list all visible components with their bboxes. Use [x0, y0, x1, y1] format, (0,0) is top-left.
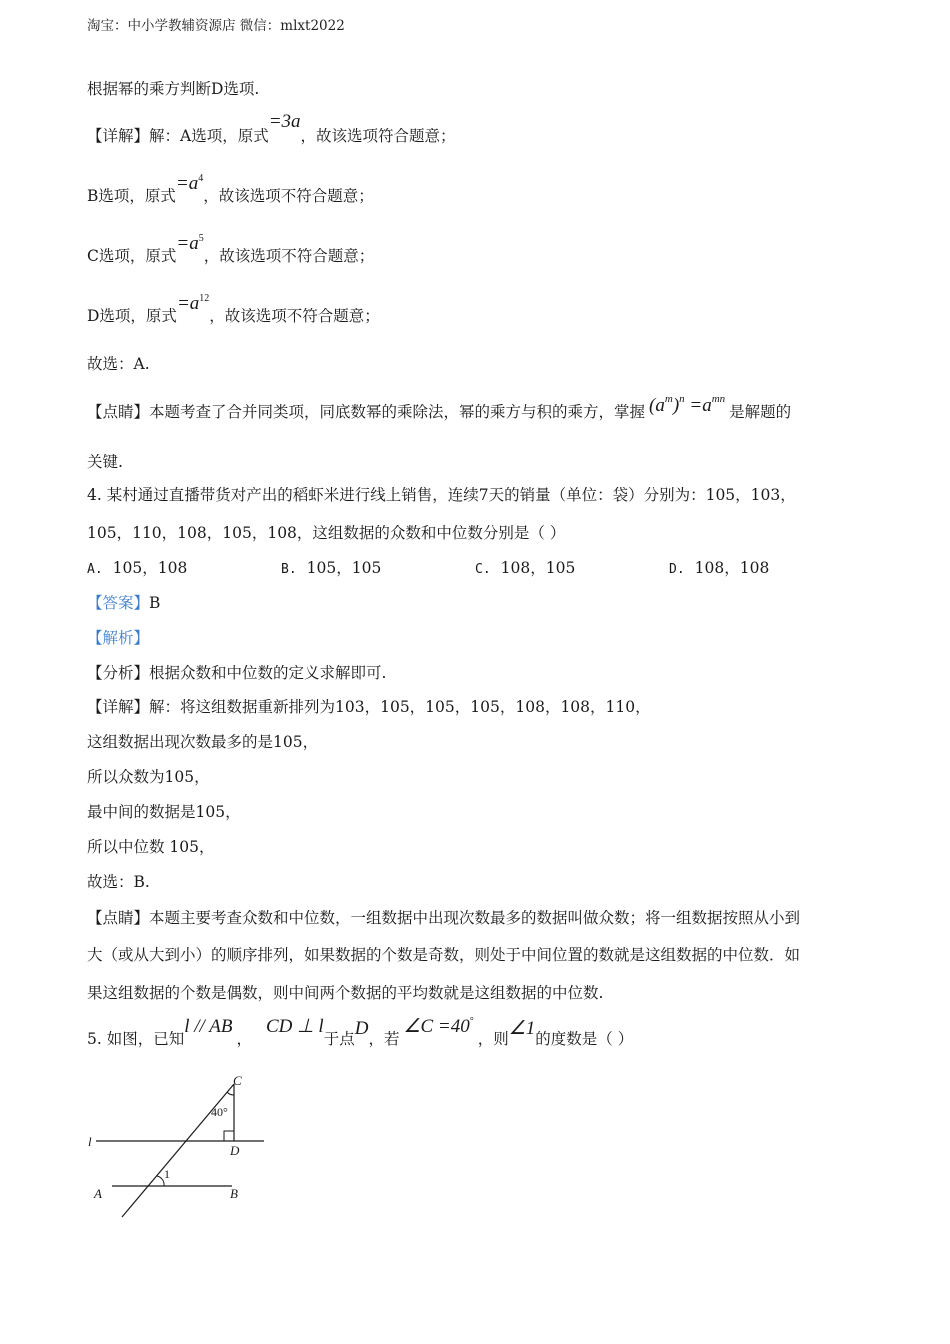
option-c-prefix: C选项，原式: [87, 247, 177, 265]
q4-option-c: C. 108，105: [475, 559, 576, 577]
option-b-prefix: B选项，原式: [87, 187, 176, 205]
q5-sep: ，: [236, 1030, 252, 1048]
label-40: 40°: [211, 1105, 228, 1119]
detail-option-a-line: [87, 111, 456, 147]
q4-comment-line2: 大（或从大到小）的顺序排列，如果数据的个数是奇数，则处于中间位置的数就是这组数据的中位数．如: [87, 946, 801, 964]
q4-fenxi-line: 【分析】根据众数和中位数的定义求解即可.: [87, 664, 387, 682]
transversal-line: [122, 1084, 234, 1217]
q4-comment-line1: 【点睛】本题主要考查众数和中位数，一组数据中出现次数最多的数据叫做众数；将一组数据按照从小到: [87, 909, 801, 927]
label-angle-1: 1: [164, 1167, 170, 1181]
q4-answer-line: [87, 591, 160, 613]
angle-c-arc: [227, 1092, 234, 1095]
q5-angle-1: ∠1: [508, 1018, 536, 1039]
q4-detail-line1: 【详解】解：将这组数据重新排列为103，105，105，105，108，108，110，: [87, 698, 651, 716]
comment-formula: $(a^m)^n =a^{mn}$: [649, 393, 726, 416]
detail-tag: 【详解】: [87, 127, 150, 145]
q4-comment-line3: 果这组数据的个数是偶数，则中间两个数据的平均数就是这组数据的中位数.: [87, 984, 604, 1002]
analysis-tail-line: 根据幂的乘方判断D选项.: [87, 80, 260, 98]
q3-comment-line2: 关键.: [87, 453, 123, 471]
right-angle-mark: [224, 1131, 234, 1141]
detail-option-b-line: [87, 173, 374, 207]
q4-detail-line5: 所以中位数 105，: [87, 838, 215, 856]
q4-stem-line2: 105，110，108，105，108，这组数据的众数和中位数分别是（ ）: [87, 524, 566, 542]
label-l: l: [88, 1134, 92, 1149]
q4-option-b: B. 105，105: [281, 559, 382, 577]
q4-detail-line3: 所以众数为105，: [87, 768, 210, 786]
q3-comment-line1: [87, 393, 792, 423]
q5-parallel-math: l // AB: [184, 1016, 233, 1037]
comment-text: 本题考查了合并同类项，同底数幂的乘除法，幂的乘方与积的乘方，掌握: [149, 403, 646, 421]
q4-stem-line1: 4. 某村通过直播带货对产出的稻虾米进行线上销售，连续7天的销量（单位：袋）分别为：105，103，: [87, 486, 796, 504]
option-d-math: $=a^{12}$: [176, 293, 210, 314]
comment-suffix: 是解题的: [729, 403, 792, 421]
label-d: D: [230, 1143, 240, 1158]
q4-analysis-tag: 【解析】: [87, 629, 150, 647]
q3-choice: 故选：A.: [87, 355, 150, 373]
q5-stem: [87, 1016, 634, 1050]
q5-point-d: D: [354, 1018, 369, 1039]
q4-detail-line2: 这组数据出现次数最多的是105，: [87, 733, 319, 751]
q5-figure: [84, 1068, 274, 1223]
option-a-prefix: 解：A选项，原式: [149, 127, 269, 145]
q5-suffix: 的度数是（ ）: [535, 1030, 634, 1048]
q4-detail-line4: 最中间的数据是105，: [87, 803, 241, 821]
answer-value: B: [149, 594, 161, 612]
detail-option-c-line: [87, 233, 375, 267]
option-a-math: =3a: [268, 111, 301, 132]
label-c: C: [233, 1073, 242, 1088]
option-b-math: $=a^4$: [175, 173, 204, 194]
q5-angle-c: ∠C =40°: [403, 1016, 474, 1037]
label-a: A: [94, 1186, 102, 1201]
q4-choice: 故选：B.: [87, 873, 150, 891]
answer-tag: 【答案】: [87, 594, 150, 612]
option-d-suffix: ，故该选项不符合题意；: [209, 307, 380, 325]
q5-text-then: ，则: [477, 1030, 509, 1048]
q4-option-a: A. 105，108: [87, 559, 188, 577]
option-d-prefix: D选项，原式: [87, 307, 177, 325]
q5-prefix: 5. 如图，已知: [87, 1030, 185, 1048]
detail-option-d-line: [87, 293, 380, 327]
label-b: B: [230, 1186, 238, 1201]
option-b-suffix: ，故该选项不符合题意；: [203, 187, 374, 205]
q4-option-d: D. 108，108: [669, 559, 770, 577]
q5-perp-math: CD ⊥ l: [265, 1016, 324, 1037]
q5-text-if: ，若: [368, 1030, 400, 1048]
option-c-suffix: ，故该选项不符合题意；: [203, 247, 375, 265]
option-c-math: $=a^5$: [176, 233, 204, 254]
q5-text-at: 于点: [323, 1030, 355, 1048]
page-header: 淘宝：中小学教辅资源店 微信：mlxt2022: [87, 18, 345, 34]
option-a-suffix: ，故该选项符合题意；: [300, 127, 456, 145]
comment-tag: 【点睛】: [87, 403, 150, 421]
